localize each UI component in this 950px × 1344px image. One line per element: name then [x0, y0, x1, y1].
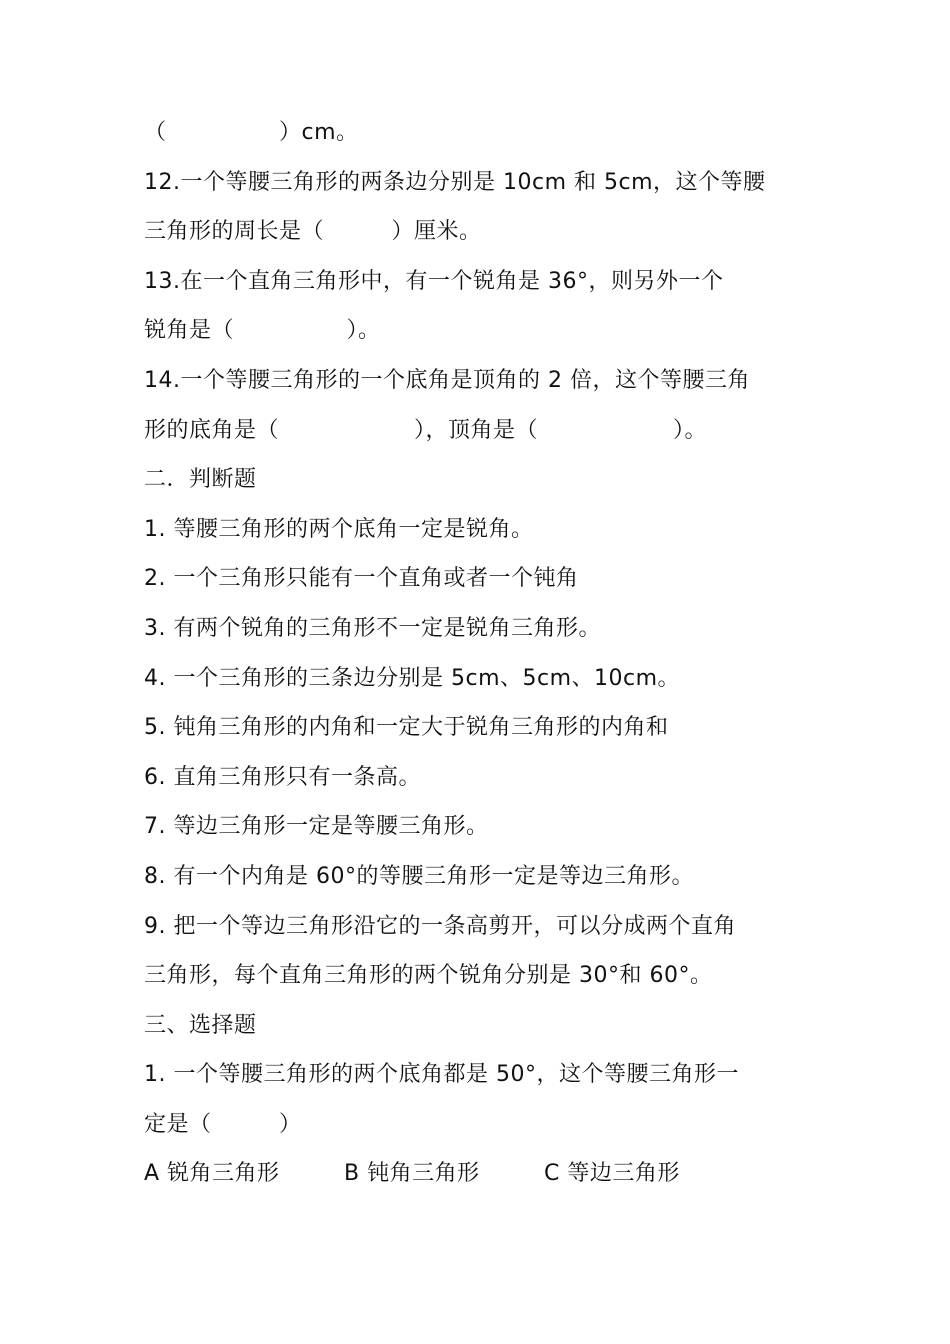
question-13-line-1: 13.在一个直角三角形中，有一个锐角是 36°，则另外一个: [144, 268, 724, 294]
choice-option-c: C 等边三角形: [544, 1161, 680, 1187]
judgement-item-9-line-2: 三角形，每个直角三角形的两个锐角分别是 30°和 60°。: [144, 963, 713, 989]
choice-options: [144, 1149, 824, 1199]
judgement-item-9-line-1: 9. 把一个等边三角形沿它的一条高剪开，可以分成两个直角: [144, 913, 736, 939]
judgement-item-3: 3. 有两个锐角的三角形不一定是锐角三角形。: [144, 615, 601, 641]
judgement-item-7: 7. 等边三角形一定是等腰三角形。: [144, 814, 489, 840]
question-14-line-1: 14.一个等腰三角形的一个底角是顶角的 2 倍，这个等腰三角: [144, 367, 750, 393]
judgement-item-8: 8. 有一个内角是 60°的等腰三角形一定是等边三角形。: [144, 863, 694, 889]
judgement-item-4: 4. 一个三角形的三条边分别是 5cm、5cm、10cm。: [144, 665, 681, 691]
judgement-item-5: 5. 钝角三角形的内角和一定大于锐角三角形的内角和: [144, 715, 669, 741]
text-line: （ ）cm。: [144, 120, 359, 145]
section-heading-choice: 三、选择题: [144, 1012, 257, 1038]
question-12-line-2: 三角形的周长是（ ）厘米。: [144, 219, 482, 245]
question-12-line-1: 12.一个等腰三角形的两条边分别是 10cm 和 5cm，这个等腰: [144, 169, 766, 195]
choice-item-1-line-2: 定是（ ）: [144, 1111, 302, 1137]
question-14-line-2: 形的底角是（ ），顶角是（ ）。: [144, 417, 708, 443]
choice-option-b: B 钝角三角形: [344, 1161, 480, 1187]
choice-item-1-line-1: 1. 一个等腰三角形的两个底角都是 50°，这个等腰三角形一: [144, 1062, 739, 1088]
judgement-item-2: 2. 一个三角形只能有一个直角或者一个钝角: [144, 566, 579, 592]
choice-option-a: A 锐角三角形: [144, 1161, 280, 1187]
judgement-item-6: 6. 直角三角形只有一条高。: [144, 764, 421, 790]
question-13-line-2: 锐角是（ ）。: [144, 318, 381, 344]
document-page: [144, 108, 824, 1199]
judgement-item-1: 1. 等腰三角形的两个底角一定是锐角。: [144, 516, 534, 542]
section-heading-judgement: 二．判断题: [144, 467, 257, 493]
